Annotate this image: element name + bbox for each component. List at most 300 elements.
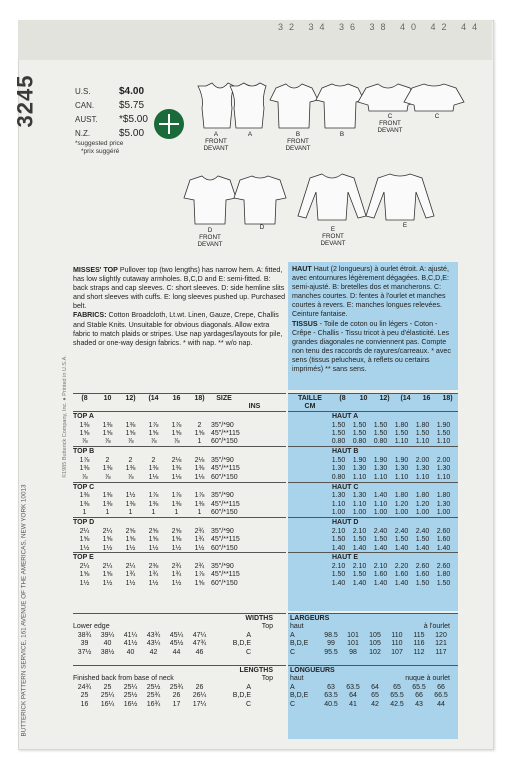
view-section-header-fr — [288, 482, 458, 492]
size-header-cell: 12) — [125, 394, 136, 402]
measure-cell: 41¼ — [123, 631, 138, 639]
measure-cell-cm: 66 — [437, 683, 445, 691]
yardage-cell: 1⅜ — [194, 500, 205, 508]
yardage-row-cm — [288, 535, 458, 543]
yardage-cell-cm: 0.80 — [373, 438, 388, 446]
view-e-back-sketch — [366, 174, 434, 220]
measure-cell: 25½ — [146, 683, 161, 691]
yardage-cell: 1⅝ — [79, 536, 90, 544]
yardage-cell-cm: 2.60 — [436, 527, 451, 535]
view-d-front-sketch — [184, 176, 236, 224]
measure-cell-cm: 98.5 — [324, 631, 338, 639]
yardage-cell-cm: 1.10 — [415, 473, 430, 481]
fabric-width: 45"/**115 — [211, 500, 240, 508]
yardage-cell-cm: 0.80 — [331, 438, 346, 446]
yardage-cell: 1½ — [148, 544, 159, 552]
view-section-header — [73, 446, 286, 456]
yardage-cell-cm: 1.40 — [373, 492, 388, 500]
yardage-cell: 1⅛ — [194, 473, 205, 481]
fabric-width: 35"/*90 — [211, 527, 234, 535]
measure-sub-fr — [288, 623, 458, 632]
fabric-width: 35"/*90 — [211, 492, 234, 500]
view-c-back-sketch — [404, 84, 464, 111]
measure-cell-cm: 42.5 — [390, 700, 404, 708]
yardage-cell-cm: 1.60 — [415, 571, 430, 579]
yardage-cell-cm: 1.50 — [415, 579, 430, 587]
yardage-row — [73, 438, 286, 446]
size-header-cell: (14 — [148, 394, 159, 402]
measure-row-cm — [288, 700, 458, 709]
yardage-cell: 1¾ — [125, 571, 136, 579]
measure-cell: 24¾ — [77, 683, 92, 691]
yardage-cell: 1⅜ — [102, 492, 113, 500]
yardage-cell: 1⅞ — [79, 457, 90, 465]
yardage-cell: 2⅝ — [148, 527, 159, 535]
measure-view-cm: B,D,E — [290, 640, 309, 648]
view-name-fr: HAUT E — [332, 554, 359, 562]
measure-sub-label-fr: haut — [290, 675, 304, 683]
yardage-cell: 1⅜ — [171, 500, 182, 508]
yardage-cell: 1⅛ — [171, 473, 182, 481]
measure-cell: 16½ — [123, 700, 138, 708]
measure-view-cm: A — [290, 631, 295, 639]
measure-cell-cm: 65.5 — [390, 692, 404, 700]
yardage-cell-cm: 1.00 — [352, 509, 367, 517]
measure-sub-label-2: Top — [261, 623, 273, 631]
yardage-cell-cm: 1.60 — [436, 536, 451, 544]
measure-view: A — [246, 631, 251, 639]
view-label: B — [339, 131, 345, 138]
yardage-cell: 1⅝ — [194, 430, 205, 438]
price-row: AUST. *$5.00 — [75, 113, 148, 125]
yardage-cell-cm: 1.00 — [373, 509, 388, 517]
yardage-cell: 2⅛ — [171, 457, 182, 465]
view-name: TOP D — [73, 518, 95, 526]
measure-cell-cm: 42 — [371, 700, 379, 708]
yardage-cell-cm: 1.60 — [394, 571, 409, 579]
yardage-cell-cm: 2.10 — [331, 563, 346, 571]
measure-view: B,D,E — [232, 640, 251, 648]
yardage-cell-cm: 2.40 — [373, 527, 388, 535]
measure-header — [73, 613, 286, 623]
view-name: TOP C — [73, 483, 95, 491]
yardage-cell-cm: 2.10 — [352, 563, 367, 571]
measure-row — [73, 700, 286, 709]
yardage-row — [73, 527, 286, 535]
yardage-cell: 2 — [105, 457, 110, 465]
size-header-cell: (8 — [339, 394, 346, 402]
description-french — [288, 262, 458, 390]
yardage-row-cm — [288, 571, 458, 579]
measure-header-fr — [288, 665, 458, 675]
measure-sub — [73, 675, 286, 684]
view-name-fr: HAUT A — [332, 412, 359, 420]
description-title: MISSES' TOP — [73, 266, 118, 274]
yardage-cell: 1⅜ — [148, 500, 159, 508]
yardage-cell-cm: 1.30 — [352, 492, 367, 500]
fabric-width: 60"/*150 — [211, 438, 238, 446]
yardage-cell: 2 — [151, 457, 156, 465]
yardage-cell: 1⅞ — [148, 421, 159, 429]
measure-cell: 25¼ — [123, 683, 138, 691]
yardage-cell: 1⅝ — [102, 430, 113, 438]
yardage-cell-cm: 1.10 — [352, 473, 367, 481]
yardage-cell: 1¾ — [148, 571, 159, 579]
yardage-cell-cm: 1.90 — [436, 421, 451, 429]
view-label: D — [259, 224, 265, 231]
yardage-cell: 1⅜ — [125, 421, 136, 429]
copyright-line: ©1985 Butterick Company, Inc. ● Printed in U.S.A. — [62, 355, 68, 478]
measure-cell-cm: 110 — [391, 640, 403, 648]
measure-row — [73, 631, 286, 640]
yardage-cell: ⅞ — [81, 473, 88, 481]
measure-cell: 16¾ — [146, 700, 161, 708]
yardage-cell-cm: 2.10 — [331, 527, 346, 535]
measure-view-cm: B,D,E — [290, 692, 309, 700]
yardage-cell: 1⅝ — [194, 579, 205, 587]
measure-cell: 17¼ — [192, 700, 207, 708]
measure-cell-cm: 99 — [327, 640, 335, 648]
yardage-cell-cm: 1.50 — [415, 430, 430, 438]
yardage-cell-cm: 1.40 — [352, 579, 367, 587]
view-d-back-sketch — [234, 176, 286, 224]
measure-sub-label-fr: haut — [290, 623, 304, 631]
view-section-header — [73, 482, 286, 492]
measure-cell: 38½ — [100, 648, 115, 656]
measure-row-cm — [288, 692, 458, 701]
view-label: A FRONT DEVANT — [203, 131, 229, 152]
yardage-row-cm — [288, 562, 458, 570]
measure-sub-label-2: Top — [261, 675, 273, 683]
measurements-cm — [288, 613, 458, 739]
measure-view: C — [245, 700, 251, 708]
measure-cell-cm: 115 — [413, 631, 425, 639]
measure-cell: 43¾ — [146, 631, 161, 639]
measure-cell-cm: 44 — [437, 700, 445, 708]
price-row: CAN. $5.75 — [75, 99, 145, 111]
yardage-cell-cm: 1.30 — [436, 500, 451, 508]
yardage-row-cm — [288, 492, 458, 500]
yardage-cell: 2 — [197, 421, 202, 429]
yardage-cell: 1⅜ — [125, 465, 136, 473]
yardage-cell-cm: 1.40 — [352, 544, 367, 552]
yardage-cell: 1⅜ — [171, 465, 182, 473]
measure-cell: 45½ — [169, 640, 184, 648]
yardage-cell: 1 — [174, 509, 179, 517]
yardage-cell-cm: 2.10 — [352, 527, 367, 535]
yardage-cell-cm: 1.30 — [352, 465, 367, 473]
yardage-cell: 2¾ — [171, 563, 182, 571]
size-header-cell: 18) — [194, 394, 205, 402]
view-label: D FRONT DEVANT — [197, 227, 223, 248]
yardage-row — [73, 508, 286, 516]
yardage-cell: ⅞ — [104, 438, 111, 446]
yardage-cell: 1 — [151, 509, 156, 517]
measure-cell: 47¼ — [192, 631, 207, 639]
yardage-cell: 1⅝ — [102, 536, 113, 544]
measure-cell-cm: 40.5 — [324, 700, 338, 708]
size-header-cell: 16 — [422, 394, 431, 402]
yardage-row-cm — [288, 500, 458, 508]
yardage-cell-cm: 1.50 — [352, 421, 367, 429]
view-label: C FRONT DEVANT — [377, 113, 403, 134]
measure-cell: 40 — [103, 640, 112, 648]
measure-cell: 39¼ — [100, 631, 115, 639]
yardage-cell: 2⅝ — [125, 527, 136, 535]
yardage-cell: 1⅞ — [171, 421, 182, 429]
garment-sketches — [0, 0, 510, 260]
measure-cell: 17 — [172, 700, 181, 708]
yardage-row-cm — [288, 544, 458, 552]
yardage-cell-cm: 1.00 — [415, 509, 430, 517]
yardage-row-cm — [288, 579, 458, 587]
yardage-cell-cm: 1.50 — [331, 571, 346, 579]
yardage-cell: 1⅝ — [79, 430, 90, 438]
yardage-cell: 1⅝ — [79, 571, 90, 579]
yardage-cell-cm: 1.10 — [394, 473, 409, 481]
yardage-cell-cm: 1.50 — [373, 430, 388, 438]
yardage-cell-cm: 2.00 — [415, 457, 430, 465]
view-section-header-fr — [288, 446, 458, 456]
measure-cell-cm: 65 — [371, 692, 379, 700]
yardage-cell-cm: 1.50 — [331, 457, 346, 465]
measure-cell: 25 — [80, 692, 89, 700]
yardage-cell: 1⅞ — [194, 492, 205, 500]
units-row-cm — [288, 402, 458, 410]
yardage-cell: 1 — [197, 438, 202, 446]
price-note: *prix suggéré — [81, 148, 120, 155]
yardage-cell-cm: 1.50 — [352, 536, 367, 544]
measure-cell: 42 — [149, 648, 158, 656]
measure-row — [73, 648, 286, 657]
yardage-cell-cm: 1.50 — [331, 536, 346, 544]
yardage-cell: 1⅞ — [171, 492, 182, 500]
measure-row — [73, 683, 286, 692]
yardage-row — [73, 473, 286, 481]
yardage-cell: 2¼ — [79, 527, 90, 535]
size-header-cell: (8 — [81, 394, 88, 402]
spacer-row — [73, 657, 286, 666]
ins-label: INS — [248, 403, 261, 411]
measure-cell-cm: 101 — [347, 640, 359, 648]
yardage-cell: ⅞ — [104, 473, 111, 481]
view-section-header — [73, 552, 286, 562]
pattern-number: 3245 — [12, 74, 38, 128]
size-header-cell: 18) — [442, 394, 453, 402]
yardage-cell-cm: 1.30 — [331, 465, 346, 473]
yardage-row — [73, 571, 286, 579]
yardage-cell-cm: 1.00 — [436, 509, 451, 517]
measure-cell: 38¾ — [77, 631, 92, 639]
yardage-cell: 2¼ — [125, 563, 136, 571]
measure-cell-cm: 66.5 — [434, 692, 448, 700]
measure-cell-cm: 95.5 — [324, 648, 338, 656]
size-header-cell: 12) — [379, 394, 390, 402]
measure-cell-cm: 110 — [391, 631, 403, 639]
measure-view-cm: C — [290, 648, 296, 656]
yardage-cell: ⅞ — [127, 438, 134, 446]
yardage-row-cm — [288, 508, 458, 516]
yardage-cell-cm: 1.10 — [331, 500, 346, 508]
yardage-cell-cm: 1.50 — [394, 536, 409, 544]
measure-cell: 39 — [80, 640, 89, 648]
yardage-cell: ⅞ — [81, 438, 88, 446]
yardage-cell-cm: 1.50 — [352, 430, 367, 438]
measure-cell: 41½ — [123, 640, 138, 648]
fabric-width: 35"/*90 — [211, 563, 234, 571]
yardage-cell: ⅞ — [150, 438, 157, 446]
size-header-row — [73, 393, 286, 402]
yardage-table-inches — [73, 393, 286, 588]
yardage-cell: 1⅝ — [125, 536, 136, 544]
yardage-cell: 1⅝ — [148, 430, 159, 438]
yardage-cell-cm: 2.10 — [373, 563, 388, 571]
view-label: B FRONT DEVANT — [285, 131, 311, 152]
yardage-cell: ⅞ — [127, 473, 134, 481]
measure-cell: 16¼ — [100, 700, 115, 708]
yardage-cell: 2⅜ — [148, 563, 159, 571]
yardage-cell: 1⅜ — [102, 421, 113, 429]
measure-cell: 46 — [195, 648, 204, 656]
description-title-fr: HAUT — [292, 265, 312, 273]
fabric-width: 45"/**115 — [211, 571, 240, 579]
yardage-cell: 1⅜ — [79, 500, 90, 508]
yardage-cell-cm: 1.50 — [373, 421, 388, 429]
yardage-cell-cm: 1.50 — [331, 430, 346, 438]
measure-view: C — [245, 648, 251, 656]
yardage-cell: 2⅝ — [171, 527, 182, 535]
yardage-cell-cm: 1.50 — [415, 536, 430, 544]
measurements-inches — [73, 613, 286, 709]
yardage-cell: 1 — [105, 509, 110, 517]
yardage-cell-cm: 1.10 — [436, 438, 451, 446]
yardage-cell: 1 — [82, 509, 87, 517]
yardage-cell-cm: 1.10 — [373, 500, 388, 508]
yardage-cell-cm: 1.80 — [436, 492, 451, 500]
yardage-cell: 1⅝ — [171, 430, 182, 438]
yardage-row — [73, 579, 286, 587]
yardage-cell: 1⅜ — [79, 421, 90, 429]
yardage-cell-cm: 1.80 — [436, 571, 451, 579]
view-b-back-sketch — [316, 84, 364, 128]
fabrics-label-fr: TISSUS — [292, 319, 318, 328]
measure-cell: 26 — [195, 683, 204, 691]
yardage-cell-cm: 1.10 — [394, 438, 409, 446]
view-section-header-fr — [288, 552, 458, 562]
yardage-cell-cm: 1.60 — [373, 571, 388, 579]
yardage-cell: 1⅞ — [148, 492, 159, 500]
size-header-cell: 10 — [103, 394, 112, 402]
yardage-table-cm — [288, 393, 458, 611]
view-label: E FRONT DEVANT — [320, 226, 346, 247]
yardage-cell: 1½ — [148, 579, 159, 587]
yardage-cell-cm: 1.20 — [394, 500, 409, 508]
yardage-row — [73, 544, 286, 552]
yardage-row — [73, 500, 286, 508]
yardage-cell: 2⅛ — [194, 457, 205, 465]
yardage-cell: 1½ — [125, 544, 136, 552]
yardage-cell-cm: 1.90 — [352, 457, 367, 465]
measure-cell-cm: 105 — [369, 631, 381, 639]
yardage-cell: 1½ — [171, 544, 182, 552]
measure-sub-label-fr-2: nuque à ourlet — [405, 675, 450, 683]
yardage-row-cm — [288, 438, 458, 446]
yardage-cell-cm: 1.80 — [394, 421, 409, 429]
yardage-cell-cm: 0.80 — [331, 473, 346, 481]
measure-row-cm — [288, 631, 458, 640]
fabric-width: 60"/*150 — [211, 544, 238, 552]
measure-cell-cm: 41 — [349, 700, 357, 708]
size-header-cell: 10 — [359, 394, 368, 402]
yardage-cell-cm: 1.20 — [415, 500, 430, 508]
measure-cell-cm: 65 — [393, 683, 401, 691]
fabric-width: 35"/*90 — [211, 421, 234, 429]
measure-cell: 43¼ — [146, 640, 161, 648]
yardage-cell-cm: 1.50 — [352, 571, 367, 579]
yardage-cell-cm: 2.20 — [394, 563, 409, 571]
yardage-cell-cm: 1.30 — [373, 465, 388, 473]
measure-cell: 44 — [172, 648, 181, 656]
yardage-cell: 1⅛ — [148, 473, 159, 481]
yardage-cell: 1½ — [125, 579, 136, 587]
measure-cell: 26 — [172, 692, 181, 700]
taille-label: TAILLE — [298, 394, 322, 402]
measure-cell-cm: 98 — [349, 648, 357, 656]
measure-header — [73, 665, 286, 675]
measure-view-cm: C — [290, 700, 296, 708]
measure-label-fr: LONGUEURS — [290, 666, 335, 674]
measure-cell-cm: 63 — [327, 683, 335, 691]
measure-cell-cm: 116 — [413, 640, 425, 648]
yardage-cell: 1 — [128, 509, 133, 517]
yardage-cell: 1⅝ — [125, 430, 136, 438]
measure-view-cm: A — [290, 683, 295, 691]
yardage-cell-cm: 0.80 — [352, 438, 367, 446]
view-name-fr: HAUT B — [332, 448, 359, 456]
yardage-cell-cm: 2.40 — [394, 527, 409, 535]
measure-row-cm — [288, 648, 458, 657]
yardage-cell: 2¼ — [102, 563, 113, 571]
yardage-cell: 1⅜ — [102, 500, 113, 508]
view-label: E — [402, 222, 408, 229]
yardage-row — [73, 421, 286, 429]
yardage-row-cm — [288, 527, 458, 535]
yardage-cell-cm: 1.90 — [394, 457, 409, 465]
yardage-cell: 1½ — [79, 579, 90, 587]
yardage-row — [73, 429, 286, 437]
yardage-cell-cm: 1.50 — [394, 430, 409, 438]
yardage-cell-cm: 2.00 — [436, 457, 451, 465]
yardage-row-cm — [288, 465, 458, 473]
measure-view: B,D,E — [232, 692, 251, 700]
fabric-width: 45"/**115 — [211, 465, 240, 473]
yardage-row-cm — [288, 421, 458, 429]
measure-label: LENGTHS — [239, 666, 273, 674]
yardage-row — [73, 492, 286, 500]
yardage-cell: 1⅜ — [194, 465, 205, 473]
yardage-cell-cm: 1.90 — [373, 457, 388, 465]
yardage-cell: 1¾ — [194, 536, 205, 544]
measure-cell-cm: 64 — [371, 683, 379, 691]
taille-header-row — [288, 393, 458, 402]
measure-cell-cm: 43 — [415, 700, 423, 708]
yardage-cell: 1½ — [102, 579, 113, 587]
yardage-cell-cm: 2.60 — [415, 563, 430, 571]
fabrics-text: Cotton Broadcloth, Lt.wt. Linen, Gauze, Crepe, Challis and Stable Knits. Unsuitable for obvious diagonals. Allow extra fabric to match plaids or stripes. Use nap yardages/layouts for pile, shaded or one-way design fabrics. * with nap. ** w/o nap. — [73, 311, 283, 347]
fabric-width: 60"/*150 — [211, 473, 238, 481]
measure-cell: 25¼ — [100, 692, 115, 700]
measure-cell: 25½ — [123, 692, 138, 700]
